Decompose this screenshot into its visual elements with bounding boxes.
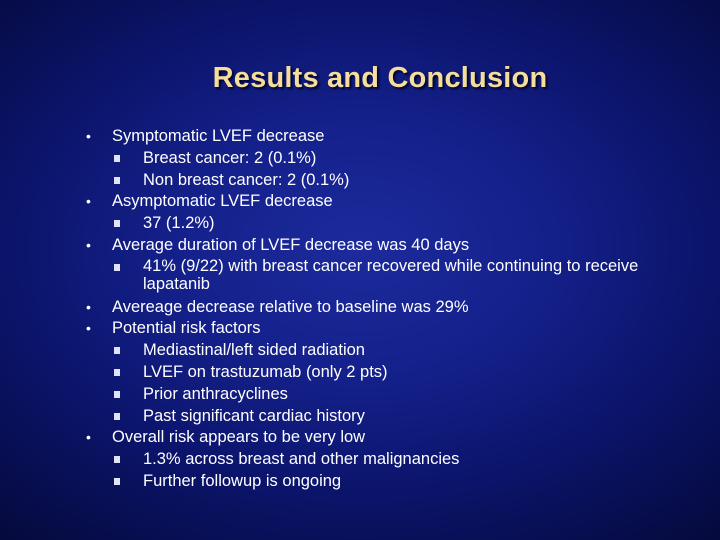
bullet-text: Overall risk appears to be very low [112,428,366,447]
sub-bullet-item [84,148,694,170]
sub-bullet-item [84,449,694,471]
square-bullet-icon [114,155,120,162]
sub-bullet-text: 41% (9/22) with breast cancer recovered while continuing to receive lapatanib [143,256,639,293]
sub-bullet-text: Prior anthracyclines [143,384,288,403]
square-bullet-icon [114,391,120,398]
sub-bullet-item [84,213,694,235]
sub-bullet-text: Non breast cancer: 2 (0.1%) [143,170,350,189]
bullet-icon: • [86,236,91,253]
sub-bullet-item [84,384,694,406]
sub-bullet-item [84,471,694,493]
sub-bullet-text: Mediastinal/left sided radiation [143,341,365,360]
bullet-text: Potential risk factors [112,319,261,338]
bullet-icon: • [86,128,91,144]
square-bullet-icon [114,264,120,271]
bullet-item [84,235,694,257]
square-bullet-icon [114,478,120,485]
bullet-text: Asymptomatic LVEF decrease [112,192,333,211]
bullet-item [84,318,694,340]
square-bullet-icon [114,413,120,420]
bullet-text: Avereage decrease relative to baseline was 29% [112,297,469,316]
bullet-text: Average duration of LVEF decrease was 40 days [112,235,470,254]
bullet-text: Symptomatic LVEF decrease [112,127,325,145]
bullet-item [84,126,694,148]
bullet-list [84,126,694,493]
bullet-item [84,191,694,213]
square-bullet-icon [114,347,120,354]
square-bullet-icon [114,177,120,184]
bullet-icon: • [86,320,91,337]
sub-bullet-text: Past significant cardiac history [143,406,365,425]
square-bullet-icon [114,456,120,463]
sub-bullet-text: Breast cancer: 2 (0.1%) [143,148,317,167]
sub-bullet-item [84,340,694,362]
bullet-icon: • [86,298,91,315]
sub-bullet-item [84,257,694,297]
sub-bullet-text: 1.3% across breast and other malignancies [143,450,460,469]
sub-bullet-text: 37 (1.2%) [143,214,215,233]
sub-bullet-item [84,406,694,428]
sub-bullet-text: LVEF on trastuzumab (only 2 pts) [143,362,388,381]
sub-bullet-text: Further followup is ongoing [143,471,342,490]
slide-title: Results and Conclusion [212,62,548,94]
square-bullet-icon [114,369,120,376]
bullet-icon: • [86,429,91,446]
bullet-item [84,427,694,449]
sub-bullet-item [84,170,694,192]
bullet-icon: • [86,193,91,210]
sub-bullet-item [84,362,694,384]
square-bullet-icon [114,220,120,227]
bullet-item [84,297,694,319]
